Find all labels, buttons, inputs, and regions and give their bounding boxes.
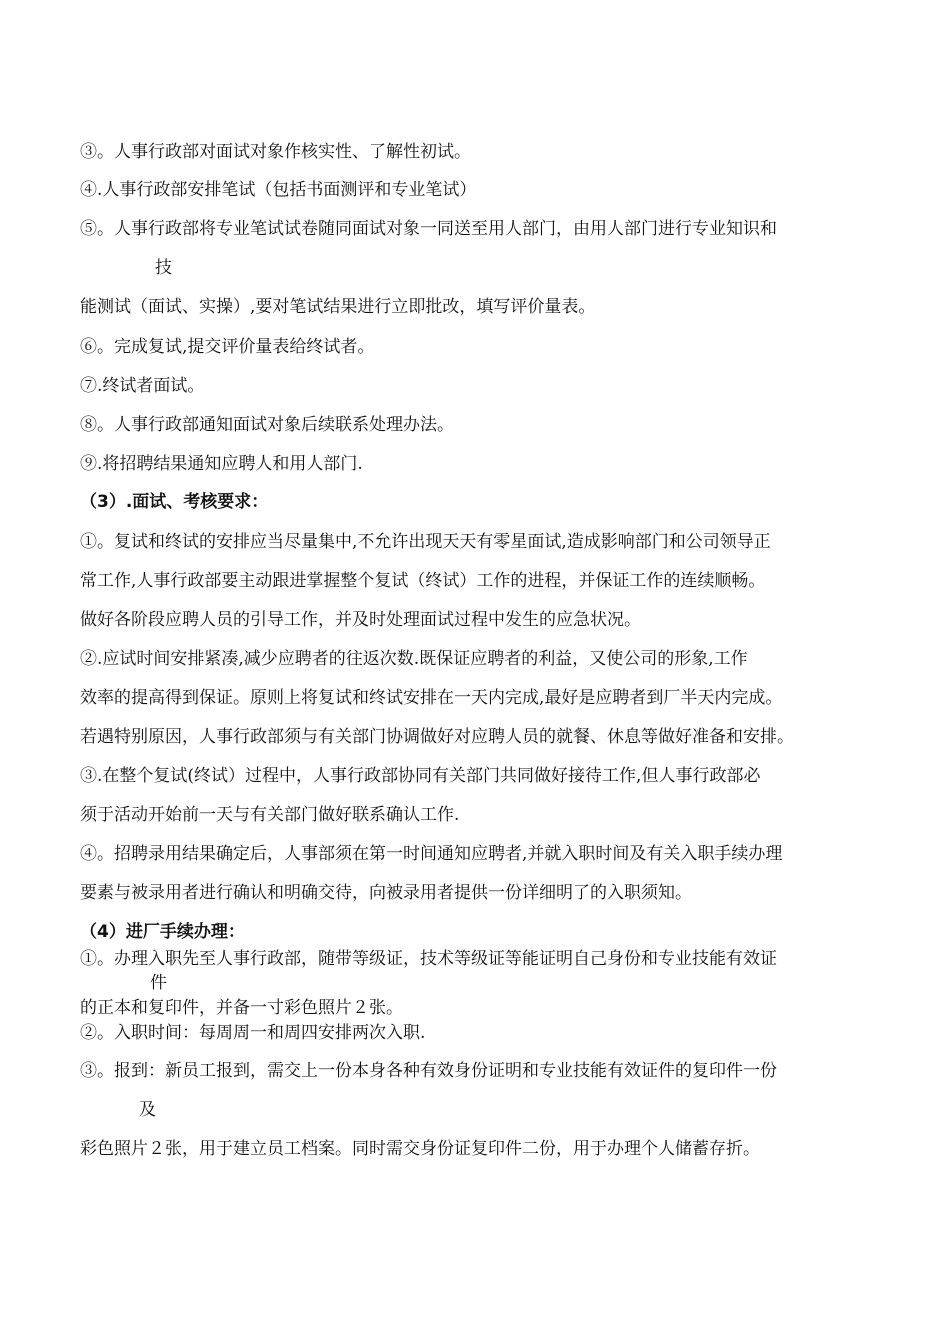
text-line: ①。复试和终试的安排应当尽量集中,不允许出现天天有零星面试,造成影响部门和公司领导正 bbox=[80, 532, 771, 552]
text-line: 及 bbox=[139, 1100, 156, 1120]
text-line: ②。入职时间：每周周一和周四安排两次入职. bbox=[80, 1023, 426, 1043]
text-line: ⑦.终试者面试。 bbox=[80, 376, 205, 396]
text-line: 常工作,人事行政部要主动跟进掌握整个复试（终试）工作的进程，并保证工作的连续顺畅。 bbox=[80, 571, 766, 591]
text-line: ⑧。人事行政部通知面试对象后续联系处理办法。 bbox=[80, 415, 454, 435]
text-line: ④.人事行政部安排笔试（包括书面测评和专业笔试） bbox=[80, 180, 477, 200]
text-line: ②.应试时间安排紧凑,减少应聘者的往返次数.既保证应聘者的利益，又使公司的形象,工作 bbox=[80, 649, 748, 669]
text-line: 件 bbox=[150, 973, 167, 993]
text-line: ③.在整个复试(终试）过程中，人事行政部协同有关部门共同做好接待工作,但人事行政部必 bbox=[80, 766, 761, 786]
section-heading: （4）进厂手续办理： bbox=[80, 922, 245, 942]
text-line: 须于活动开始前一天与有关部门做好联系确认工作. bbox=[80, 805, 460, 825]
text-line: ⑥。完成复试,提交评价量表给终试者。 bbox=[80, 337, 375, 357]
text-line: ④。招聘录用结果确定后，人事部须在第一时间通知应聘者,并就入职时间及有关入职手续办理 bbox=[80, 844, 783, 864]
text-line: 若遇特别原因，人事行政部须与有关部门协调做好对应聘人员的就餐、休息等做好准备和安排。 bbox=[80, 727, 794, 747]
text-line: 彩色照片２张，用于建立员工档案。同时需交身份证复印件二份，用于办理个人储蓄存折。 bbox=[80, 1139, 760, 1159]
text-line: 做好各阶段应聘人员的引导工作，并及时处理面试过程中发生的应急状况。 bbox=[80, 610, 641, 630]
section-heading: （3）.面试、考核要求： bbox=[80, 492, 269, 512]
text-line: 能测试（面试、实操）,要对笔试结果进行立即批改，填写评价量表。 bbox=[80, 297, 596, 317]
text-line: 的正本和复印件，并备一寸彩色照片２张。 bbox=[80, 998, 403, 1018]
text-line: 要素与被录用者进行确认和明确交待，向被录用者提供一份详细明了的入职须知。 bbox=[80, 883, 692, 903]
text-line: 技 bbox=[155, 258, 172, 278]
text-line: ③。报到：新员工报到，需交上一份本身各种有效身份证明和专业技能有效证件的复印件一份 bbox=[80, 1061, 777, 1081]
text-line: ⑨.将招聘结果通知应聘人和用人部门. bbox=[80, 454, 363, 474]
text-line: ①。办理入职先至人事行政部，随带等级证，技术等级证等能证明自己身份和专业技能有效证 bbox=[80, 949, 777, 969]
text-line: ⑤。人事行政部将专业笔试试卷随同面试对象一同送至用人部门，由用人部门进行专业知识和 bbox=[80, 219, 777, 239]
text-line: 效率的提高得到保证。原则上将复试和终试安排在一天内完成,最好是应聘者到厂半天内完成。 bbox=[80, 688, 783, 708]
text-line: ③。人事行政部对面试对象作核实性、了解性初试。 bbox=[80, 142, 471, 162]
